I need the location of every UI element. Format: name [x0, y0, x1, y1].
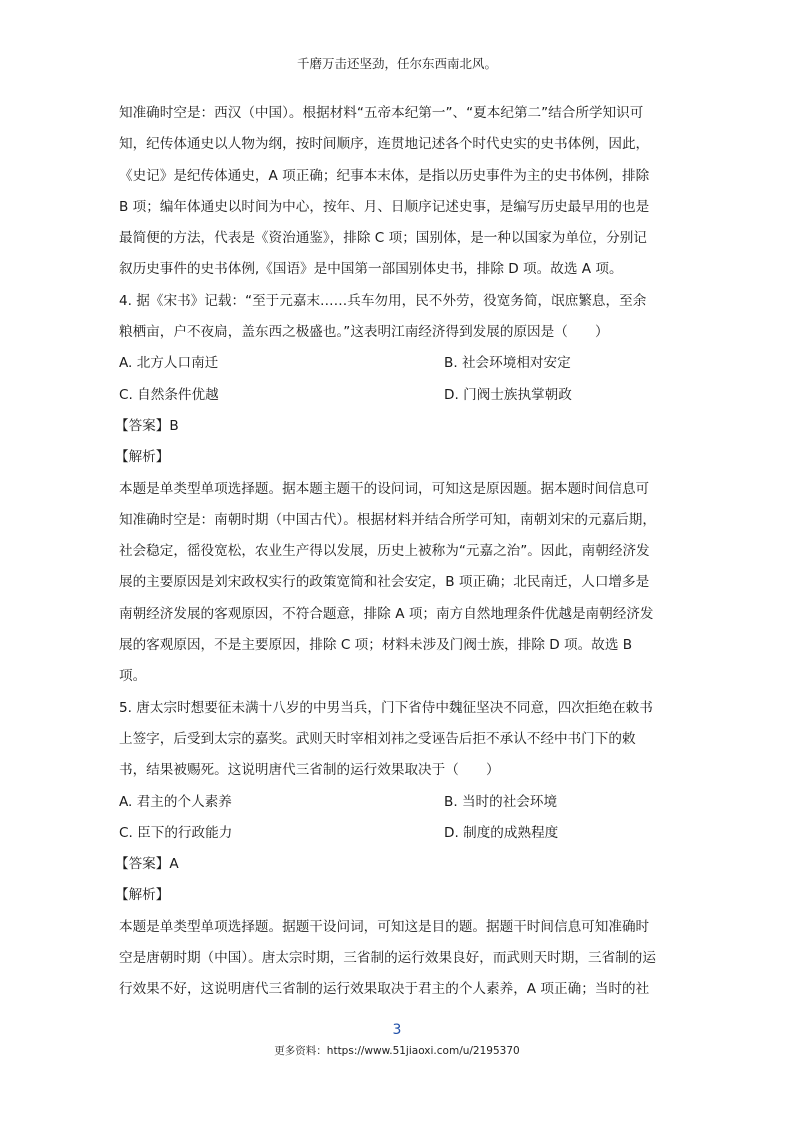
analysis-heading: 【解析】	[115, 887, 170, 904]
question-stem-line: 上签字，后受到太宗的嘉奖。武则天时宰相刘祎之受诬告后拒不承认不经中书门下的敕	[119, 730, 636, 747]
option-b: B. 当时的社会环境	[444, 793, 558, 810]
analysis-line: 本题是单类型单项选择题。据本题主题干的设问词，可知这是原因题。据本题时间信息可	[119, 480, 650, 497]
analysis-line: 社会稳定，徭役宽松，农业生产得以发展，历史上被称为“元嘉之治”。因此，南朝经济发	[119, 543, 650, 560]
question-stem-line: 书，结果被赐死。这说明唐代三省制的运行效果取决于（ ）	[119, 762, 500, 779]
q3-analysis-continuation	[119, 98, 675, 286]
page-content	[115, 98, 675, 1006]
paragraph-line: 知，纪传体通史以人物为纲，按时间顺序，连贯地记述各个时代史实的史书体例，因此，	[119, 136, 650, 153]
question-stem-line: 4. 据《宋书》记载：“至于元嘉末……兵车勿用，民不外劳，役宽务简，氓庶繁息，至余	[119, 292, 647, 309]
question-stem-line: 粮栖亩，户不夜扃，盖东西之极盛也。”这表明江南经济得到发展的原因是（ ）	[119, 324, 609, 341]
option-c: C. 自然条件优越	[119, 386, 219, 403]
paragraph-line: B 项；编年体通史以时间为中心，按年、月、日顺序记述史事，是编写历史最早用的也是	[119, 198, 650, 215]
footer-more-info-link[interactable]: 更多资料：https://www.51jiaoxi.com/u/2195370	[274, 1045, 520, 1057]
paragraph-line: 知准确时空是：西汉（中国）。根据材料“五帝本纪第一”、“夏本纪第二”结合所学知识可	[119, 105, 644, 121]
analysis-line: 展的客观原因，不是主要原因，排除 C 项；材料未涉及门阀士族，排除 D 项。故选 B	[119, 637, 633, 654]
analysis-line: 本题是单类型单项选择题。据题干设问词，可知这是目的题。据题干时间信息可知准确时	[119, 918, 650, 935]
question-5	[115, 693, 675, 1006]
option-b: B. 社会环境相对安定	[444, 355, 571, 372]
option-a: A. 君主的个人素养	[119, 793, 232, 810]
answer-label: 【答案】B	[115, 417, 179, 434]
paragraph-line: 最简便的方法，代表是《资治通鉴》，排除 C 项；国别体，是一种以国家为单位，分别记	[119, 230, 647, 247]
answer-label: 【答案】A	[115, 856, 179, 873]
option-row	[119, 348, 675, 379]
page-header-motto: 千磨万击还坚劲，任尔东西南北风。	[296, 56, 497, 71]
option-row	[119, 818, 675, 849]
option-row	[119, 787, 675, 818]
option-d: D. 制度的成熟程度	[444, 824, 559, 841]
option-a: A. 北方人口南迁	[119, 355, 219, 372]
option-d: D. 门阀士族执掌朝政	[444, 386, 572, 403]
question-stem-line: 5. 唐太宗时想要征未满十八岁的中男当兵，门下省侍中魏征坚决不同意，四次拒绝在敕书	[119, 699, 653, 716]
page-number: 3	[392, 1022, 402, 1038]
paragraph-line: 叙历史事件的史书体例,《国语》是中国第一部国别体史书，排除 D 项。故选 A 项。	[119, 261, 623, 278]
analysis-line: 南朝经济发展的客观原因，不符合题意，排除 A 项；南方自然地理条件优越是南朝经济发	[119, 605, 654, 622]
analysis-line: 行效果不好，这说明唐代三省制的运行效果取决于君主的个人素养，A 项正确；当时的社	[119, 981, 650, 998]
option-row	[119, 380, 675, 411]
analysis-line: 项。	[119, 668, 147, 685]
option-c: C. 臣下的行政能力	[119, 824, 233, 841]
analysis-line: 知准确时空是：南朝时期（中国古代）。根据材料并结合所学可知，南朝刘宋的元嘉后期，	[119, 511, 656, 528]
paragraph-line: 《史记》是纪传体通史，A 项正确；纪事本末体，是指以历史事件为主的史书体例，排除	[119, 167, 650, 184]
analysis-line: 空是唐朝时期（中国）。唐太宗时期，三省制的运行效果良好，而武则天时期，三省制的运	[119, 950, 656, 967]
analysis-heading: 【解析】	[115, 449, 170, 466]
analysis-line: 展的主要原因是刘宋政权实行的政策宽简和社会安定，B 项正确；北民南迁，人口增多是	[119, 574, 650, 591]
question-4	[115, 286, 675, 693]
